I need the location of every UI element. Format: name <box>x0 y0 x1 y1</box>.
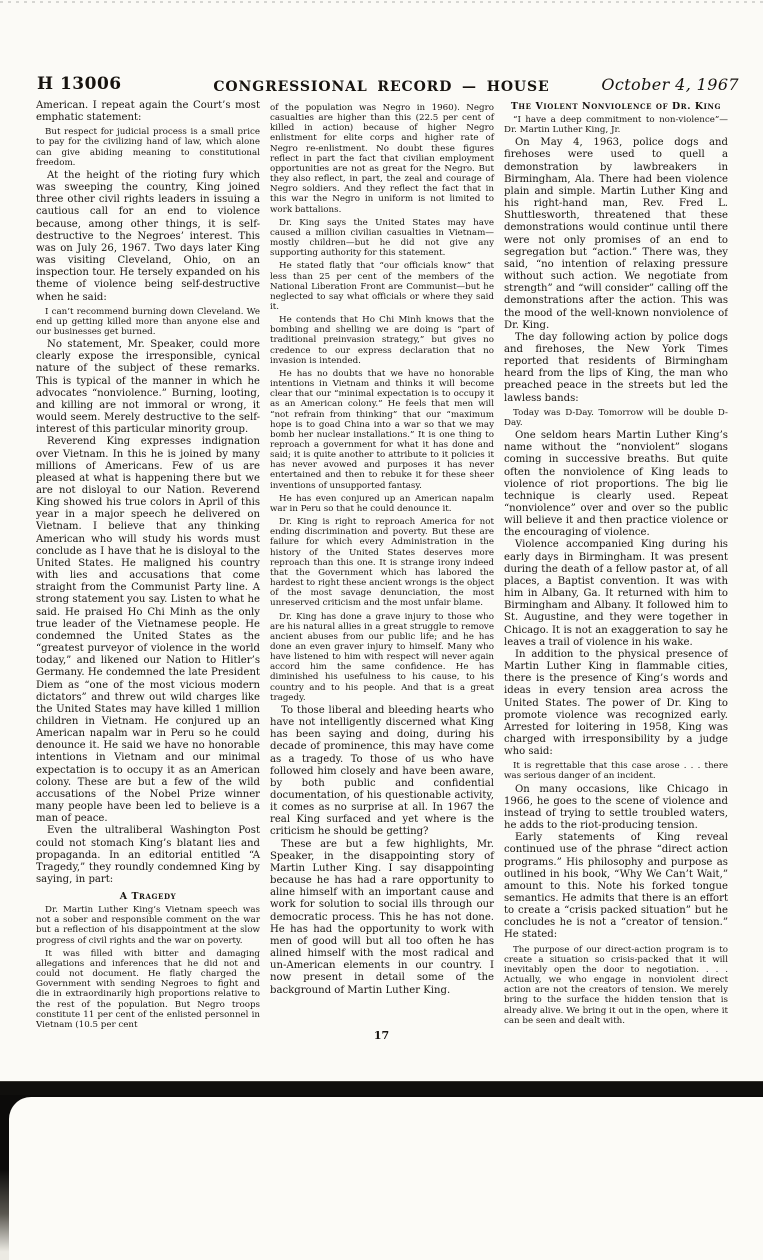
scan-gap-artifact <box>0 1081 763 1096</box>
next-page-edge <box>0 1095 763 1260</box>
epigraph: “I have a deep commitment to non-violence”—Dr. Martin Luther King, Jr. <box>504 115 728 136</box>
paragraph: One seldom hears Martin Luther King’s name without the “nonviolent” slogans coming in successive breaths. But quite often the nonviolence of King leads to violence of riot proportions. The big lie technique is clearly used. Repeat “nonviolence” over and over so the public will believe it and then practice violence or the encouraging of violence. <box>504 430 728 539</box>
blockquote: The purpose of our direct-action program is to create a situation so crisis-packed that it will inevitably open the door to negotiation. . . . Actually, we who engage in nonviolent direct action are not the creators of tension. We merely bring to the surface the hidden tension that is already alive. We bring it out in the open, where it can be seen and dealt with. <box>504 944 728 1026</box>
page-id: H 13006 <box>37 74 122 94</box>
paragraph: Violence accompanied King during his early days in Birmingham. It was present during the death of a fellow pastor at, of all places, a Baptist convention. It was with him in Albany, Ga. It returned with him to Birmingham and Albany. It followed him to St. Augustine, and they were together in Chicago. It is not an exaggeration to say he leaves a trail of violence in his wake. <box>504 539 728 648</box>
paragraph: At the height of the rioting fury which was sweeping the country, King joined three other civil rights leaders in issuing a cautious call for an end to violence because, among other things, it is self-destructive to the Negroes’ interest. This was on July 26, 1967. Two days later King was visiting Cleveland, Ohio, on an inspection tour. He tersely expanded on his theme of violence being self-destructive when he said: <box>36 169 260 303</box>
article-heading: The Violent Nonviolence of Dr. King <box>510 101 722 112</box>
column-1 <box>36 100 260 1040</box>
paragraph: To those liberal and bleeding hearts who have not intelligently discerned what King has been saying and doing, during his decade of prominence, this may have come as a tragedy. To those of us who have followed him closely and have been aware, by both public and confidential documentation, of his questionable activity, it comes as no surprise at all. In 1967 the real King surfaced and yet where is the criticism he should be getting? <box>270 704 494 838</box>
blockquote: It is regrettable that this case arose . . . there was serious danger of an incident. <box>504 761 728 782</box>
blockquote: Dr. Martin Luther King’s Vietnam speech was not a sober and responsible comment on the war but a reflection of his disappointment at the slow progress of civil rights and the war on poverty. <box>36 905 260 946</box>
paragraph: In addition to the physical presence of Martin Luther King in flammable cities, there is the presence of King’s words and ideas in every tension area across the United States. The power of Dr. King to promote violence was recognized early. Arrested for loitering in 1958, King was charged with irresponsibility by a judge who said: <box>504 648 728 758</box>
blockquote: He has even conjured up an American napalm war in Peru so that he could denounce it. <box>270 493 494 514</box>
blockquote: He contends that Ho Chi Minh knows that the bombing and shelling we are doing is “part of traditional preinvasion strategy,” but gives no credence to our express declaration that no invasion is intended. <box>270 315 494 366</box>
column-3 <box>504 100 728 1040</box>
blockquote: Dr. King has done a grave injury to those who are his natural allies in a great struggle to remove ancient abuses from our public life; and he has done an even graver injury to himself. Many who have listened to him with respect will never again accord him the same confidence. He has diminished his usefulness to his cause, to his country and to his people. And that is a great tragedy. <box>270 611 494 703</box>
blockquote: I can’t recommend burning down Cleveland. We end up getting killed more than anyone else and our businesses get burned. <box>36 306 260 337</box>
paragraph: Early statements of King reveal continued use of the phrase “direct action programs.” His philosophy and purpose as outlined in his book, “Why We Can’t Wait,” amount to this. Note his forked tongue semantics. He admits that there is an effort to create a “crisis packed situation” but he concludes he is not a “creator of tension.” He stated: <box>504 832 728 941</box>
blockquote: Dr. King says the United States may have caused a million civilian casualties in Vietnam—mostly children—but he did not give any supporting authority for this statement. <box>270 217 494 259</box>
paragraph: American. I repeat again the Court’s most emphatic statement: <box>36 100 260 124</box>
paragraph: Reverend King expresses indignation over Vietnam. In this he is joined by many millions of Americans. Few of us are pleased at what is happening there but we are not disloyal to our Nation. Reverend King showed his true colors in April of this year in a major speech he delivered on Vietnam. I believe that any thinking American who will study his words must conclude as I have that he is disloyal to the United States. He maligned his country with lies and accusations that come straight from the Communist Party line. A strong statement you say. Listen to what he said. He praised Ho Chi Minh as the only true leader of the Vietnamese people. He condemned the United States as the “greatest purveyor of violence in the world today,” and likened our Nation to Hitler’s Germany. He condemned the late President Diem as “one of the most vicious modern dictators” and threw out wild charges like the United States may have killed 1 million children in Vietnam. He conjured up an American napalm war in Peru so he could denounce it. He said we have no honorable intentions in Vietnam and our minimal expectation is to occupy it as an American colony. These are but a few of the wild accusations of the Nobel Prize winner many people have been led to believe is a man of peace. <box>36 436 260 825</box>
blockquote: of the population was Negro in 1960). Negro casualties are higher than this (22.5 per cent of killed in action) because of higher Negro enlistment for elite corps and higher rate of Negro re-enlistment. No doubt these figures reflect in part the fact that civilian employment opportunities are not as great for the Negro. But they also reflect, in part, the zeal and courage of Negro soldiers. And they reflect the fact that in this war the Negro in uniform is not limited to work battalions. <box>270 103 494 215</box>
blockquote: It was filled with bitter and damaging allegations and inferences that he did not and could not document. He flatly charged the Government with sending Negroes to fight and die in extraordinarily high proportions relative to the rest of the population. But Negro troops constitute 11 per cent of the enlisted personnel in Vietnam (10.5 per cent <box>36 948 260 1030</box>
paragraph: On May 4, 1963, police dogs and firehoses were used to quell a demonstration by lawbreakers in Birmingham, Ala. There had been violence plain and simple. Martin Luther King and his right-hand man, Rev. Fred L. Shuttlesworth, threatened that these demonstrations would continue until there were not only promises of an end to segregation but “action.” There was, they said, “no intention of relaxing pressure without such action. We negotiate from strength” and “will consider” calling off the demonstrations after the action. This was the mood of the well-known nonviolence of Dr. King. <box>504 137 728 331</box>
scan-edge-artifact <box>0 1 763 3</box>
paragraph: On many occasions, like Chicago in 1966, he goes to the scene of violence and instead of trying to settle troubled waters, he adds to the riot-producing tension. <box>504 783 728 832</box>
blockquote: Today was D-Day. Tomorrow will be double D-Day. <box>504 407 728 428</box>
next-page-corner <box>9 1097 763 1260</box>
paragraph: These are but a few highlights, Mr. Speaker, in the disappointing story of Martin Luther King. I say disappointing because he has had a rare opportunity to aline himself with an important cause and work for solution to social ills through our democratic process. This he has not done. He has had the opportunity to work with men of good will but all too often he has alined himself with the most radical and un-American elements in our country. I now present in detail some of the background of Martin Luther King. <box>270 838 494 996</box>
blockquote: He has no doubts that we have no honorable intentions in Vietnam and thinks it will become clear that our “minimal expectation is to occupy it as an American colony.” He feels that men will “not refrain from thinking” that our “maximum hope is to goad China into a war so that we may bomb her nuclear installations.” It is one thing to reproach a government for what it has done and said; it is quite another to attribute to it policies it has never avowed and purposes it has never entertained and then to rebuke it for these sheer inventions of unsupported fantasy. <box>270 368 494 491</box>
column-2 <box>270 100 494 1040</box>
blockquote: He stated flatly that “our officials know” that less than 25 per cent of the members of the National Liberation Front are Communist—but he neglected to say what officials or where they said it. <box>270 261 494 312</box>
blockquote: But respect for judicial process is a small price to pay for the civilizing hand of law, which alone can give abiding meaning to constitutional freedom. <box>36 127 260 168</box>
section-heading: A Tragedy <box>119 891 177 903</box>
article-body <box>36 100 728 1040</box>
blockquote: Dr. King is right to reproach America for not ending discrimination and poverty. But these are failure for which every Administration in the history of the United States deserves more reproach than this one. It is strange irony indeed that the Government which has labored the hardest to right these ancient wrongs is the object of the most savage denunciation, the most unreserved criticism and the most unfair blame. <box>270 517 494 609</box>
paragraph: The day following action by police dogs and firehoses, the New York Times reported that residents of Birmingham heard from the lips of King, the man who preached peace in the streets but led the lawless bands: <box>504 331 728 404</box>
paragraph: No statement, Mr. Speaker, could more clearly expose the irresponsible, cynical nature of the subject of these remarks. This is typical of the manner in which he advocates “nonviolence.” Burning, looting, and killing are not immoral or wrong, it would seem. Merely destructive to the self-interest of this particular minority group. <box>36 339 260 436</box>
paragraph: Even the ultraliberal Washington Post could not stomach King’s blatant lies and propaganda. In an editorial entitled “A Tragedy,” they roundly condemned King by saying, in part: <box>36 825 260 885</box>
page-number: 17 <box>373 1029 390 1042</box>
issue-date: October 4, 1967 <box>601 75 739 94</box>
journal-title: CONGRESSIONAL RECORD — HOUSE <box>213 79 550 95</box>
